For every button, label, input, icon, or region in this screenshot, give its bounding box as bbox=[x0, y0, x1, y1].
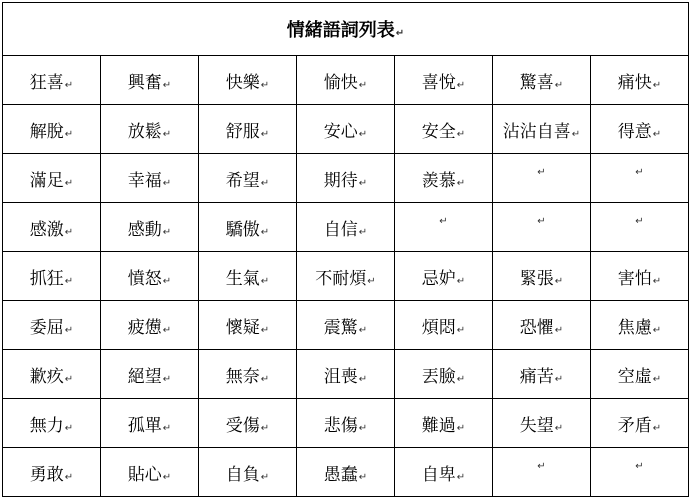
table-cell bbox=[3, 448, 101, 497]
emotion-word: 忌妒 bbox=[421, 268, 456, 289]
paragraph-mark: ↵ bbox=[64, 373, 74, 385]
emotion-word: 感動 bbox=[127, 219, 162, 240]
paragraph-mark: ↵ bbox=[162, 226, 172, 238]
emotion-word: 放鬆 bbox=[127, 121, 162, 142]
paragraph-mark: ↵ bbox=[554, 79, 564, 91]
table-cell bbox=[101, 448, 199, 497]
table-row bbox=[3, 252, 689, 301]
table-cell bbox=[3, 56, 101, 105]
paragraph-mark: ↵ bbox=[64, 79, 74, 91]
paragraph-mark: ↵ bbox=[358, 422, 368, 434]
emotion-word: 抓狂 bbox=[29, 268, 64, 289]
table-cell bbox=[101, 105, 199, 154]
emotion-word: 解脫 bbox=[29, 121, 64, 142]
paragraph-mark: ↵ bbox=[64, 275, 74, 287]
paragraph-mark: ↵ bbox=[358, 373, 368, 385]
paragraph-mark: ↵ bbox=[652, 373, 662, 385]
table-cell bbox=[199, 399, 297, 448]
paragraph-mark: ↵ bbox=[260, 324, 270, 336]
table-cell bbox=[395, 301, 493, 350]
table-cell bbox=[493, 301, 591, 350]
emotion-word: 孤單 bbox=[127, 415, 162, 436]
table-cell bbox=[297, 301, 395, 350]
table-cell bbox=[3, 105, 101, 154]
emotion-word: 愉快 bbox=[323, 72, 358, 93]
emotion-word: 痛快 bbox=[617, 72, 652, 93]
emotion-word: 希望 bbox=[225, 170, 260, 191]
title-row bbox=[3, 3, 689, 56]
table-cell bbox=[591, 399, 689, 448]
table-cell bbox=[591, 56, 689, 105]
paragraph-mark: ↵ bbox=[358, 177, 368, 189]
table-cell bbox=[3, 252, 101, 301]
emotion-word: 期待 bbox=[323, 170, 358, 191]
table-cell bbox=[493, 448, 591, 497]
paragraph-mark: ↵ bbox=[260, 422, 270, 434]
table-cell bbox=[493, 105, 591, 154]
emotion-word-table bbox=[2, 2, 689, 497]
paragraph-mark: ↵ bbox=[439, 216, 448, 227]
paragraph-mark: ↵ bbox=[64, 422, 74, 434]
paragraph-mark: ↵ bbox=[456, 471, 466, 483]
table-row bbox=[3, 105, 689, 154]
paragraph-mark: ↵ bbox=[652, 324, 662, 336]
emotion-word: 失望 bbox=[519, 415, 554, 436]
paragraph-mark: ↵ bbox=[162, 128, 172, 140]
table-cell bbox=[101, 350, 199, 399]
table-cell bbox=[493, 252, 591, 301]
emotion-word: 自信 bbox=[323, 219, 358, 240]
emotion-word: 生氣 bbox=[225, 268, 260, 289]
table-cell bbox=[591, 203, 689, 252]
emotion-word: 快樂 bbox=[225, 72, 260, 93]
table-cell bbox=[101, 301, 199, 350]
table-cell bbox=[591, 448, 689, 497]
emotion-word: 震驚 bbox=[323, 317, 358, 338]
paragraph-mark: ↵ bbox=[162, 79, 172, 91]
emotion-word: 驕傲 bbox=[225, 219, 260, 240]
paragraph-mark: ↵ bbox=[358, 79, 368, 91]
table-cell bbox=[3, 399, 101, 448]
emotion-word: 沮喪 bbox=[323, 366, 358, 387]
paragraph-mark: ↵ bbox=[554, 373, 564, 385]
paragraph-mark: ↵ bbox=[652, 422, 662, 434]
table-cell bbox=[297, 252, 395, 301]
table-cell bbox=[493, 350, 591, 399]
paragraph-mark: ↵ bbox=[635, 216, 644, 227]
paragraph-mark: ↵ bbox=[456, 422, 466, 434]
paragraph-mark: ↵ bbox=[260, 79, 270, 91]
emotion-word: 丟臉 bbox=[421, 366, 456, 387]
emotion-word: 驚喜 bbox=[519, 72, 554, 93]
emotion-word: 歉疚 bbox=[29, 366, 64, 387]
emotion-word: 滿足 bbox=[29, 170, 64, 191]
emotion-word: 受傷 bbox=[225, 415, 260, 436]
paragraph-mark: ↵ bbox=[64, 324, 74, 336]
table-cell bbox=[591, 105, 689, 154]
paragraph-mark: ↵ bbox=[652, 128, 662, 140]
emotion-word: 沾沾自喜 bbox=[502, 121, 571, 142]
emotion-word: 勇敢 bbox=[29, 464, 64, 485]
table-row bbox=[3, 154, 689, 203]
emotion-word: 幸福 bbox=[127, 170, 162, 191]
table-cell bbox=[395, 448, 493, 497]
emotion-word: 安心 bbox=[323, 121, 358, 142]
paragraph-mark: ↵ bbox=[635, 461, 644, 472]
emotion-word: 無力 bbox=[29, 415, 64, 436]
paragraph-mark: ↵ bbox=[64, 226, 74, 238]
table-cell bbox=[395, 399, 493, 448]
paragraph-mark: ↵ bbox=[162, 324, 172, 336]
table-cell bbox=[297, 399, 395, 448]
emotion-word: 羨慕 bbox=[421, 170, 456, 191]
paragraph-mark: ↵ bbox=[260, 128, 270, 140]
table-row bbox=[3, 448, 689, 497]
table-cell bbox=[493, 203, 591, 252]
table-cell bbox=[591, 252, 689, 301]
table-row bbox=[3, 203, 689, 252]
table-cell bbox=[297, 105, 395, 154]
emotion-word: 憤怒 bbox=[127, 268, 162, 289]
paragraph-mark: ↵ bbox=[456, 128, 466, 140]
paragraph-mark: ↵ bbox=[456, 373, 466, 385]
table-cell bbox=[101, 56, 199, 105]
table-cell bbox=[297, 448, 395, 497]
paragraph-mark: ↵ bbox=[260, 177, 270, 189]
table-cell bbox=[199, 252, 297, 301]
emotion-word: 焦慮 bbox=[617, 317, 652, 338]
emotion-word: 絕望 bbox=[127, 366, 162, 387]
paragraph-mark: ↵ bbox=[571, 128, 581, 140]
paragraph-mark: ↵ bbox=[260, 226, 270, 238]
emotion-word: 興奮 bbox=[127, 72, 162, 93]
table-cell bbox=[493, 154, 591, 203]
paragraph-mark: ↵ bbox=[456, 275, 466, 287]
table-cell bbox=[493, 399, 591, 448]
table-cell bbox=[199, 105, 297, 154]
table-cell bbox=[199, 448, 297, 497]
paragraph-mark: ↵ bbox=[395, 28, 405, 39]
table-cell bbox=[3, 350, 101, 399]
paragraph-mark: ↵ bbox=[64, 128, 74, 140]
table-row bbox=[3, 56, 689, 105]
table-row bbox=[3, 350, 689, 399]
emotion-word: 矛盾 bbox=[617, 415, 652, 436]
table-cell bbox=[3, 301, 101, 350]
emotion-word: 喜悅 bbox=[421, 72, 456, 93]
emotion-word: 愚蠢 bbox=[323, 464, 358, 485]
paragraph-mark: ↵ bbox=[64, 177, 74, 189]
table-cell bbox=[591, 154, 689, 203]
paragraph-mark: ↵ bbox=[367, 275, 376, 287]
emotion-word: 害怕 bbox=[617, 268, 652, 289]
table-cell bbox=[101, 203, 199, 252]
table-row bbox=[3, 399, 689, 448]
paragraph-mark: ↵ bbox=[537, 461, 546, 472]
paragraph-mark: ↵ bbox=[652, 79, 662, 91]
emotion-word: 狂喜 bbox=[29, 72, 64, 93]
paragraph-mark: ↵ bbox=[554, 275, 564, 287]
paragraph-mark: ↵ bbox=[162, 177, 172, 189]
table-cell bbox=[101, 399, 199, 448]
paragraph-mark: ↵ bbox=[162, 275, 172, 287]
emotion-word: 疲憊 bbox=[127, 317, 162, 338]
table-row bbox=[3, 301, 689, 350]
paragraph-mark: ↵ bbox=[358, 128, 368, 140]
paragraph-mark: ↵ bbox=[456, 177, 466, 189]
paragraph-mark: ↵ bbox=[64, 471, 74, 483]
paragraph-mark: ↵ bbox=[358, 324, 368, 336]
paragraph-mark: ↵ bbox=[162, 471, 172, 483]
paragraph-mark: ↵ bbox=[456, 324, 466, 336]
paragraph-mark: ↵ bbox=[456, 79, 466, 91]
emotion-word: 安全 bbox=[421, 121, 456, 142]
paragraph-mark: ↵ bbox=[358, 471, 368, 483]
paragraph-mark: ↵ bbox=[260, 471, 270, 483]
table-cell bbox=[199, 350, 297, 399]
table-title-cell bbox=[3, 3, 689, 56]
table-cell bbox=[199, 203, 297, 252]
table-cell bbox=[395, 203, 493, 252]
emotion-word: 舒服 bbox=[225, 121, 260, 142]
paragraph-mark: ↵ bbox=[260, 275, 270, 287]
paragraph-mark: ↵ bbox=[537, 167, 546, 178]
emotion-word: 恐懼 bbox=[519, 317, 554, 338]
table-cell bbox=[395, 252, 493, 301]
emotion-word: 自卑 bbox=[421, 464, 456, 485]
emotion-word: 感激 bbox=[29, 219, 64, 240]
table-cell bbox=[199, 154, 297, 203]
paragraph-mark: ↵ bbox=[260, 373, 270, 385]
paragraph-mark: ↵ bbox=[554, 324, 564, 336]
emotion-word: 自負 bbox=[225, 464, 260, 485]
emotion-word: 懷疑 bbox=[225, 317, 260, 338]
emotion-word: 空虛 bbox=[617, 366, 652, 387]
table-cell bbox=[297, 154, 395, 203]
table-cell bbox=[395, 105, 493, 154]
paragraph-mark: ↵ bbox=[162, 422, 172, 434]
table-cell bbox=[3, 203, 101, 252]
table-cell bbox=[591, 350, 689, 399]
table-cell bbox=[395, 350, 493, 399]
table-cell bbox=[199, 301, 297, 350]
table-cell bbox=[101, 154, 199, 203]
table-cell bbox=[297, 203, 395, 252]
emotion-word: 無奈 bbox=[225, 366, 260, 387]
paragraph-mark: ↵ bbox=[537, 216, 546, 227]
emotion-word: 煩悶 bbox=[421, 317, 456, 338]
table-title: 情緒語詞列表 bbox=[286, 20, 395, 41]
table-cell bbox=[591, 301, 689, 350]
table-cell bbox=[395, 56, 493, 105]
table-cell bbox=[101, 252, 199, 301]
emotion-word: 不耐煩 bbox=[315, 268, 367, 289]
emotion-word: 悲傷 bbox=[323, 415, 358, 436]
paragraph-mark: ↵ bbox=[162, 373, 172, 385]
emotion-word: 得意 bbox=[617, 121, 652, 142]
emotion-word: 貼心 bbox=[127, 464, 162, 485]
paragraph-mark: ↵ bbox=[358, 226, 368, 238]
paragraph-mark: ↵ bbox=[554, 422, 564, 434]
table-cell bbox=[493, 56, 591, 105]
table-cell bbox=[3, 154, 101, 203]
table-cell bbox=[199, 56, 297, 105]
paragraph-mark: ↵ bbox=[635, 167, 644, 178]
emotion-word: 難過 bbox=[421, 415, 456, 436]
table-body bbox=[3, 56, 689, 497]
paragraph-mark: ↵ bbox=[652, 275, 662, 287]
table-cell bbox=[297, 56, 395, 105]
emotion-word: 痛苦 bbox=[519, 366, 554, 387]
table-cell bbox=[297, 350, 395, 399]
emotion-word: 委屈 bbox=[29, 317, 64, 338]
emotion-word: 緊張 bbox=[519, 268, 554, 289]
table-cell bbox=[395, 154, 493, 203]
